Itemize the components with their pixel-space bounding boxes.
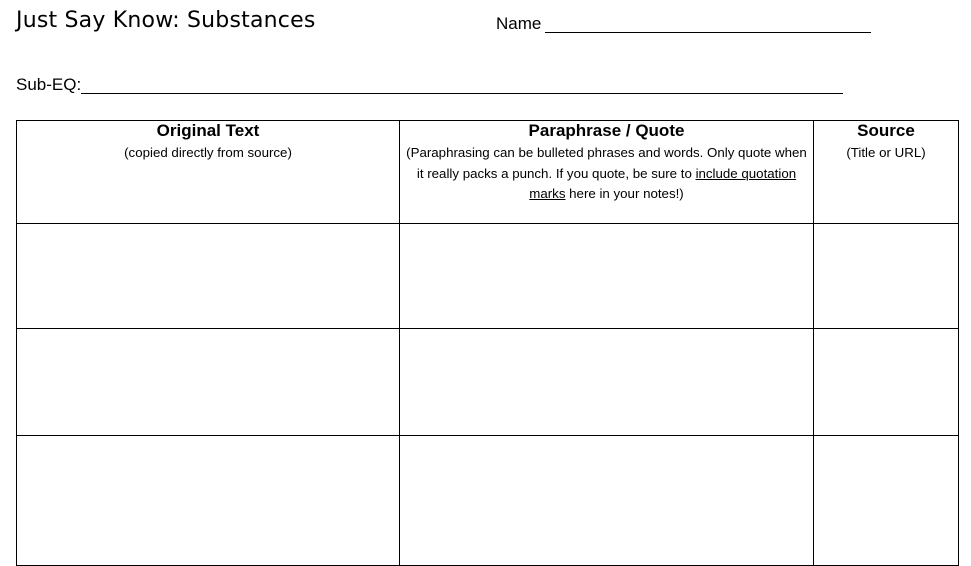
header-paraphrase-quote (400, 121, 814, 224)
table-header-row (17, 121, 959, 224)
column-title: Source (857, 121, 915, 140)
subeq-fill-line[interactable] (81, 93, 843, 94)
source-cell[interactable] (814, 329, 959, 436)
column-subtitle (400, 143, 813, 205)
name-label: Name (496, 14, 542, 33)
paraphrase-cell[interactable] (400, 224, 814, 329)
name-fill-line[interactable] (545, 32, 871, 33)
table-row (17, 436, 959, 566)
column-subtitle: (Title or URL) (846, 145, 926, 160)
subeq-label: Sub-EQ: (16, 75, 82, 94)
column-title: Original Text (156, 121, 260, 140)
subtitle-text: (Paraphrasing can be bulleted phrases and words. Only quote when it really packs a punch. If you quote, be sure to (406, 145, 807, 181)
subtitle-text: here in your notes!) (565, 186, 684, 201)
source-cell[interactable] (814, 436, 959, 566)
original-text-cell[interactable] (17, 436, 400, 566)
paraphrase-cell[interactable] (400, 329, 814, 436)
paraphrase-cell[interactable] (400, 436, 814, 566)
column-subtitle: (copied directly from source) (124, 145, 292, 160)
source-cell[interactable] (814, 224, 959, 329)
document-title: Just Say Know: Substances (16, 8, 316, 33)
header-original-text (17, 121, 400, 224)
subtitle-underlined-text: include quotation marks (529, 165, 797, 201)
table-row (17, 224, 959, 329)
original-text-cell[interactable] (17, 224, 400, 329)
original-text-cell[interactable] (17, 329, 400, 436)
table-row (17, 329, 959, 436)
notes-table (16, 120, 959, 566)
header-source (814, 121, 959, 224)
column-title: Paraphrase / Quote (528, 121, 685, 140)
